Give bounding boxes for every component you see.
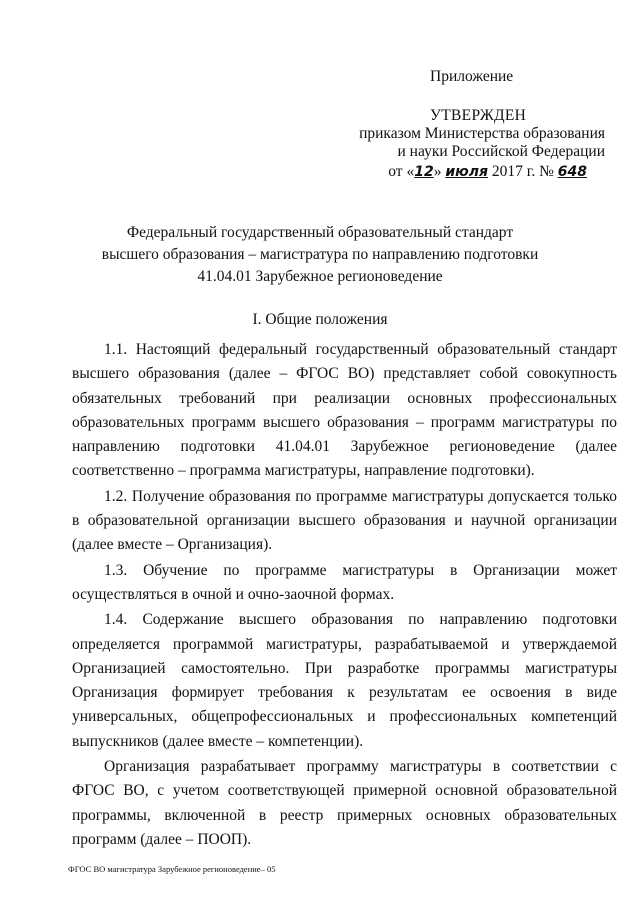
approval-date-line [388,161,587,183]
paragraph-organization: Организация разрабатывает программу магистратуры в соответствии с ФГОС ВО, с учетом соответствующей примерной основной образовательной программы, включенной в реестр примерных основных образовательных программ (далее – ПООП). [72,758,617,848]
approval-order-line: приказом Министерства образования [359,125,605,142]
paragraph-1-1: 1.1. Настоящий федеральный государственный образовательный стандарт высшего образования (далее – ФГОС ВО) представляет собой совокупность обязательных требований при реализации основных профессиональных образовательных программ высшего образования – программ магистратуры по направлению подготовки 41.04.01 Зарубежное регионоведение (далее соответственно – программа магистратуры, направление подготовки). [72,341,617,480]
handwritten-number: 648 [557,164,587,180]
paragraph-1-2: 1.2. Получение образования по программе магистратуры допускается только в образовательной организации высшего образования и научной организации (далее вместе – Организация). [72,487,617,554]
page-footer: ФГОС ВО магистратура Зарубежное регионоведение– 05 [68,864,276,874]
section-heading: I. Общие положения [252,311,388,328]
title-line-1: Федеральный государственный образовательный стандарт [126,224,514,241]
approved-heading: УТВЕРЖДЕН [430,107,527,124]
paragraph-1-3: 1.3. Обучение по программе магистратуры в Организации может осуществляться в очной и очно-заочной формах. [72,561,617,603]
body-text [72,338,617,853]
date-year: 2017 г. № [487,163,558,180]
title-line-2: высшего образования – магистратура по направлению подготовки [101,246,539,263]
date-prefix: от « [388,163,415,180]
handwritten-day: 12 [414,164,434,180]
approval-ministry-line: и науки Российской Федерации [397,143,605,160]
date-mid: » [433,163,446,180]
attachment-label: Приложение [430,68,514,85]
title-line-3: 41.04.01 Зарубежное регионоведение [197,268,443,285]
handwritten-month: июля [445,164,488,180]
paragraph-1-4: 1.4. Содержание высшего образования по направлению подготовки определяется программой магистратуры, разрабатываемой и утверждаемой Организацией самостоятельно. При разработке программы магистратуры Организация формирует требования к результатам ее освоения в виде универсальных, общепрофессиональных и профессиональных компетенций выпускников (далее вместе – компетенции). [72,611,617,750]
document-title [60,222,580,288]
